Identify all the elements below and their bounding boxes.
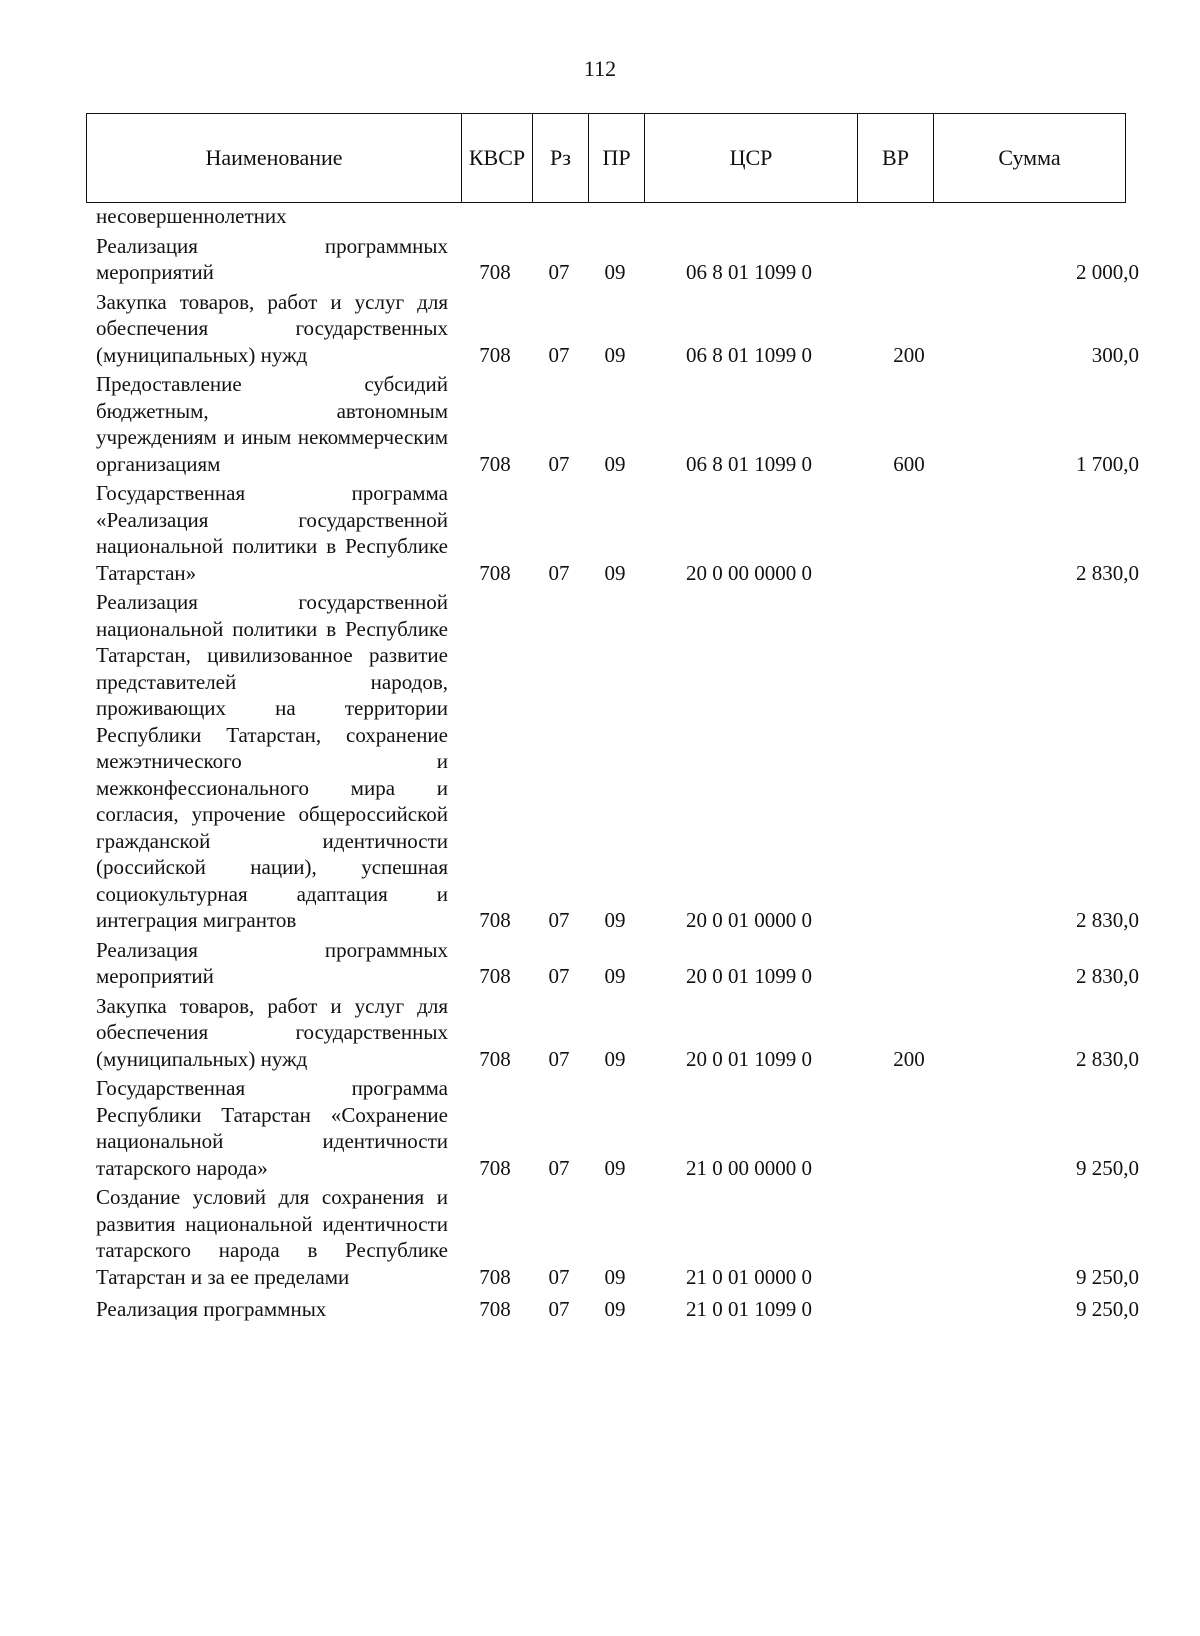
table-row: [0, 937, 1200, 990]
row-sum: 2 000,0: [1076, 260, 1139, 284]
table-row: [0, 993, 1200, 1073]
header-name: Наименование: [87, 114, 462, 202]
row-kvsr: 708: [479, 342, 511, 367]
row-name: Реализация государственной национальной политики в Республике Татарстан, цивилизованное развитие представителей народов, проживающих на территории Республики Татарстан, сохранение межэтнического и межконфессионального мира и согласия, упрочение общероссийской гражданской идентичности (российской нации), успешная социокультурная адаптация и интеграция мигрантов: [96, 590, 448, 932]
table-row: [0, 1075, 1200, 1181]
table-row: [0, 1184, 1200, 1290]
table-body: [0, 203, 1200, 1323]
header-pr: ПР: [589, 114, 645, 202]
header-sum: Сумма: [998, 145, 1061, 170]
row-sum: 1 700,0: [1076, 451, 1139, 476]
row-name: Реализация программных мероприятий: [96, 937, 448, 988]
row-name: Государственная программа Республики Татарстан «Сохранение национальной идентичности татарского народа»: [96, 1076, 448, 1180]
row-kvsr: 708: [479, 451, 511, 476]
row-kvsr: 708: [479, 964, 511, 988]
row-sum: 9 250,0: [1076, 1264, 1139, 1289]
row-name: несовершеннолетних: [96, 204, 287, 228]
row-sum: 2 830,0: [1076, 560, 1139, 585]
table-row: [0, 1296, 1200, 1323]
row-name: Реализация программных: [96, 1297, 327, 1321]
row-pr: 09: [604, 1297, 626, 1321]
row-kvsr: 708: [479, 1046, 511, 1071]
row-vr: 200: [893, 1046, 925, 1071]
row-name: Закупка товаров, работ и услуг для обеспечения государственных (муниципальных) нужд: [96, 289, 448, 367]
row-rz: 07: [548, 908, 570, 932]
header-csr: ЦСР: [645, 114, 858, 202]
row-kvsr: 708: [479, 908, 511, 932]
row-name: Государственная программа «Реализация государственной национальной политики в Республике Татарстан»: [96, 481, 448, 585]
row-rz: 07: [548, 560, 570, 585]
table-header: [86, 113, 1126, 203]
table-row: [0, 480, 1200, 586]
row-kvsr: 708: [479, 1264, 511, 1289]
row-sum: 2 830,0: [1076, 964, 1139, 988]
row-csr: 20 0 01 1099 0: [686, 1046, 812, 1071]
row-vr: 600: [893, 451, 925, 476]
row-name: Создание условий для сохранения и развития национальной идентичности татарского народа в Республике Татарстан и за ее пределами: [96, 1185, 448, 1289]
row-sum: 9 250,0: [1076, 1155, 1139, 1180]
row-rz: 07: [548, 964, 570, 988]
row-pr: 09: [604, 260, 626, 284]
row-rz: 07: [548, 342, 570, 367]
row-pr: 09: [604, 342, 626, 367]
row-csr: 21 0 00 0000 0: [686, 1155, 812, 1180]
row-pr: 09: [604, 1155, 626, 1180]
row-sum: 9 250,0: [1076, 1297, 1139, 1321]
row-kvsr: 708: [479, 260, 511, 284]
row-sum: 2 830,0: [1076, 1046, 1139, 1071]
row-name: Реализация программных мероприятий: [96, 233, 448, 284]
row-sum: 2 830,0: [1076, 908, 1139, 932]
row-pr: 09: [604, 908, 626, 932]
table-row: [0, 589, 1200, 934]
row-rz: 07: [548, 1297, 570, 1321]
row-rz: 07: [548, 1264, 570, 1289]
row-csr: 20 0 01 1099 0: [686, 964, 812, 988]
table-row: [0, 233, 1200, 286]
header-vr: ВР: [858, 114, 934, 202]
row-name: Предоставление субсидий бюджетным, автономным учреждениям и иным некоммерческим организациям: [96, 372, 448, 476]
row-pr: 09: [604, 560, 626, 585]
row-rz: 07: [548, 451, 570, 476]
row-kvsr: 708: [479, 1297, 511, 1321]
header-rz: Рз: [533, 114, 589, 202]
continuation-row: [0, 203, 1200, 230]
row-rz: 07: [548, 1155, 570, 1180]
row-csr: 21 0 01 0000 0: [686, 1264, 812, 1289]
header-kvsr: КВСР: [462, 114, 533, 202]
table-row: [0, 371, 1200, 477]
row-csr: 21 0 01 1099 0: [686, 1297, 812, 1321]
table-row: [0, 289, 1200, 369]
row-kvsr: 708: [479, 1155, 511, 1180]
row-name: Закупка товаров, работ и услуг для обеспечения государственных (муниципальных) нужд: [96, 993, 448, 1071]
row-pr: 09: [604, 1046, 626, 1071]
row-sum: 300,0: [1091, 342, 1139, 367]
row-kvsr: 708: [479, 560, 511, 585]
page-number: 112: [583, 56, 617, 81]
row-pr: 09: [604, 1264, 626, 1289]
row-csr: 06 8 01 1099 0: [686, 342, 812, 367]
row-pr: 09: [604, 964, 626, 988]
row-csr: 20 0 00 0000 0: [686, 560, 812, 585]
row-vr: 200: [893, 342, 925, 367]
row-csr: 06 8 01 1099 0: [686, 451, 812, 476]
row-rz: 07: [548, 260, 570, 284]
row-csr: 20 0 01 0000 0: [686, 908, 812, 932]
row-pr: 09: [604, 451, 626, 476]
row-csr: 06 8 01 1099 0: [686, 260, 812, 284]
row-rz: 07: [548, 1046, 570, 1071]
